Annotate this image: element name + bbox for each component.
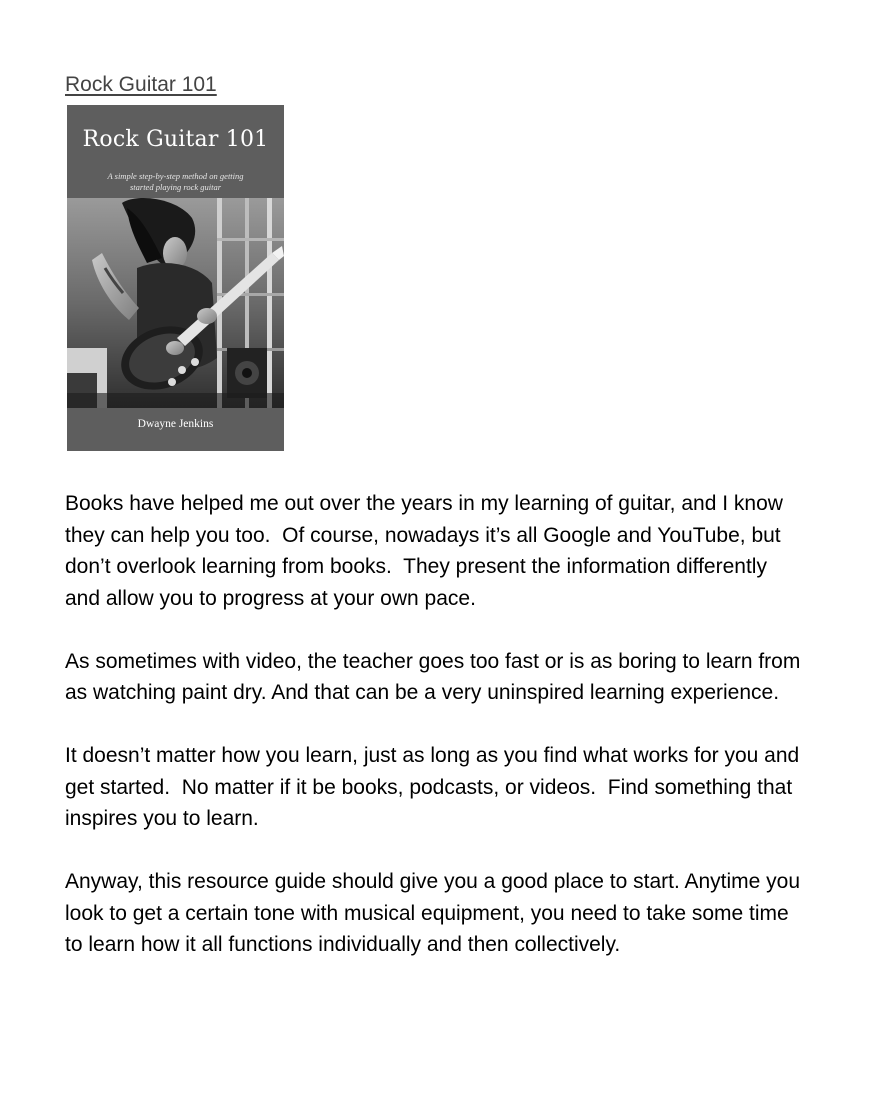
cover-subtitle: A simple step-by-step method on getting started playing rock guitar — [107, 171, 244, 192]
paragraph: Books have helped me out over the years in my learning of guitar, and I know they can help you too. Of course, nowadays it’s all Google and YouTube, but don’t overlook learning from books. They present the information differently and allow you to progress at your own pace. — [65, 492, 789, 610]
guitarist-photo — [67, 198, 284, 408]
cover-author: Dwayne Jenkins — [137, 418, 214, 430]
paragraph: Anyway, this resource guide should give you a good place to start. Anytime you look to get a certain tone with musical equipment, you need to take some time to learn how it all functions individually and then collectively. — [65, 870, 806, 956]
book-title-link[interactable]: Rock Guitar 101 — [65, 73, 217, 96]
book-cover-image — [67, 105, 284, 451]
paragraph: It doesn’t matter how you learn, just as long as you find what works for you and get started. No matter if it be books, podcasts, or videos. Find something that inspires you to learn. — [65, 744, 806, 830]
paragraph: As sometimes with video, the teacher goes too fast or is as boring to learn from as watching paint dry. And that can be a very uninspired learning experience. — [65, 649, 807, 704]
body-text — [65, 488, 805, 992]
cover-title: Rock Guitar 101 — [82, 127, 269, 152]
